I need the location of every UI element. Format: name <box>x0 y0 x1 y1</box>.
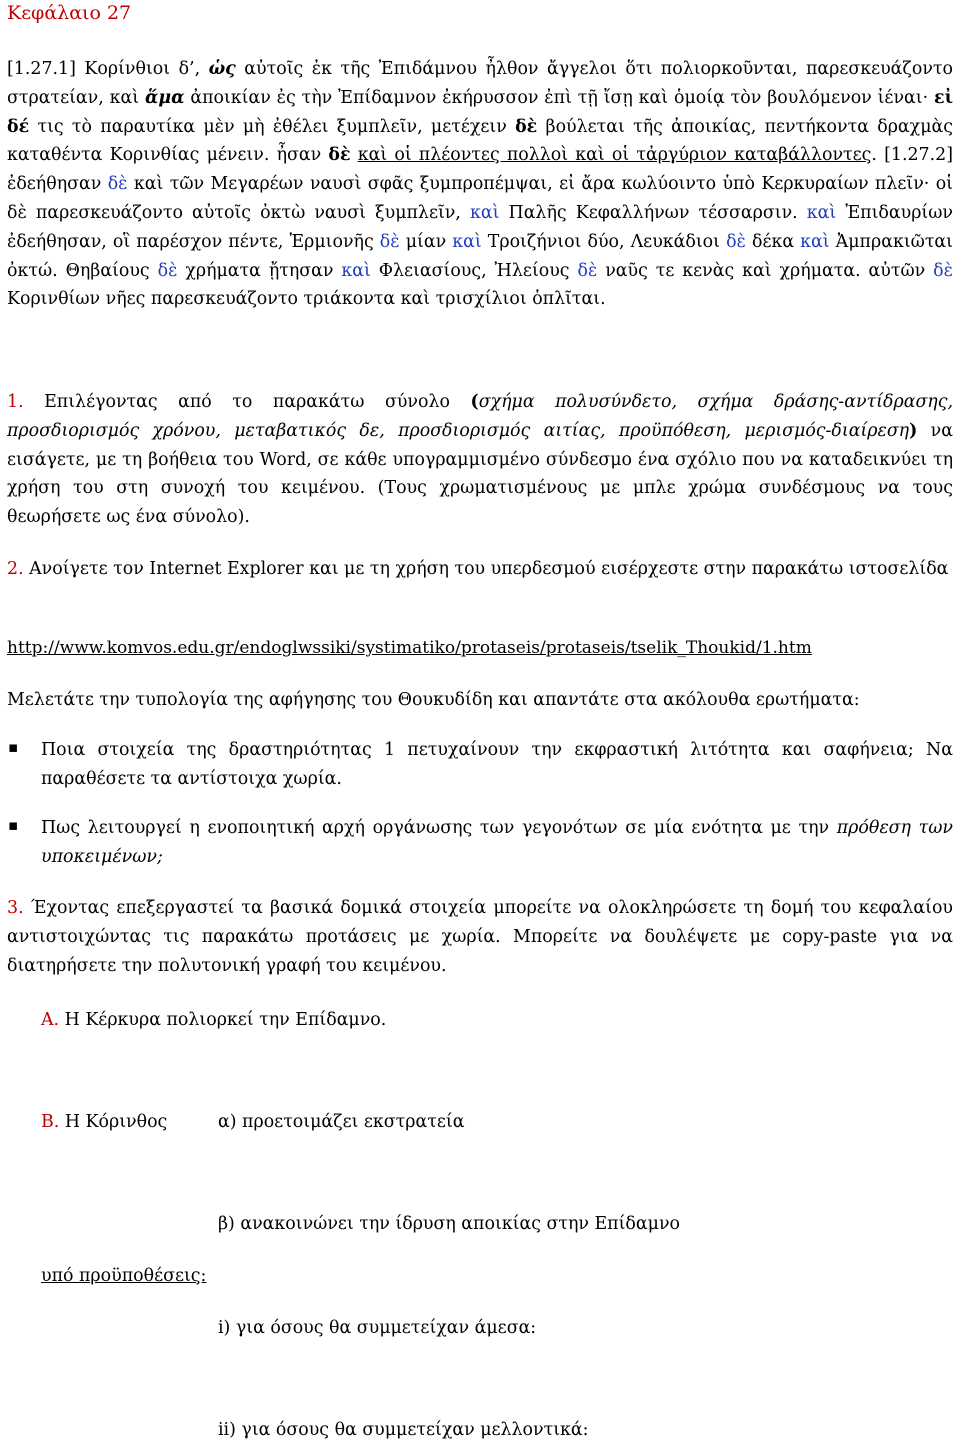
bullet-icon: ▪ <box>8 816 19 834</box>
greek-source-text <box>7 55 953 314</box>
text-span: Ἐπιδαυρίων ἐδεήθησαν, οἳ παρέσχον πέντε, Ἑρμιονῆς <box>7 202 953 252</box>
question-2: 2. Ανοίγετε τον Internet Explorer και με τη χρήση του υπερδεσμού εισέρχεστε στην παρακάτω ιστοσελίδα <box>7 559 949 579</box>
question-3: 3. Έχοντας επεξεργαστεί τα βασικά δομικά στοιχεία μπορείτε να ολοκληρώσετε τη δομή του κεφαλαίου αντιστοιχώντας τις παρακάτω προτάσεις με χωρία. Μπορείτε να δουλέψετε με copy-paste για να διατηρήσετε την πολυτονική γραφή του κειμένου. <box>7 898 953 976</box>
text-span: αὐτοῖς ἐκ τῆς Ἐπιδάμνου ἦλθον ἄγγελοι ὅτι πολιορκοῦνται, παρεσκευάζοντο στρατείαν, καὶ <box>7 59 953 108</box>
blue-conjunction: καὶ <box>806 202 837 223</box>
question-1: 1. Επιλέγοντας από το παρακάτω σύνολο (σχήμα πολυσύνδετο, σχήμα δράσης-αντίδρασης, προσδιορισμός χρόνου, μεταβατικός δε, προσδιορισμός αιτίας, προϋπόθεση, μερισμός-διαίρεση) να εισάγετε, με τη βοήθεια του Word, σε κάθε υπογραμμισμένο σύνδεσμο ένα σχόλιο που να καταδεικνύει τη χρήση του στη συνοχή του κειμένου. (Τους χρωματισμένους με μπλε χρώμα συνδέσμους να τους θεωρήσετε ως ένα σύνολο). <box>7 392 953 528</box>
text-span: δέκα <box>745 231 801 252</box>
underlined-phrase: καὶ οἱ πλέοντες πολλοὶ καὶ οἱ τἀργύριον καταβάλλοντες <box>357 145 872 166</box>
conjunction-hama: ἅμα <box>144 87 185 108</box>
question-number: 2. <box>7 559 24 579</box>
bullet-item-2: Πως λειτουργεί η ενοποιητική αρχή οργάνωσης των γεγονότων σε μία ενότητα με την πρόθεση των υποκειμένων; <box>41 818 954 867</box>
text-span: καὶ τῶν Μεγαρέων ναυσὶ σφᾶς ξυμπροπέμψαι, εἰ ἄρα κωλύοιντο ὑπὸ Κερκυραίων πλεῖν· οἱ δὲ παρεσκευάζοντο αὐτοῖς ὀκτὼ ναυσὶ ξυμπλεῖν, <box>7 174 953 223</box>
website-link[interactable]: http://www.komvos.edu.gr/endoglwssiki/systimatiko/protaseis/protaseis/tselik_Thoukid/1.htm <box>7 638 812 658</box>
blue-conjunction: δὲ <box>577 260 598 281</box>
item-b: Β. Η Κόρινθος <box>41 1112 168 1132</box>
options-list: σχήμα πολυσύνδετο, σχήμα δράσης-αντίδρασης, προσδιορισμός χρόνου, μεταβατικός δε, προσδιορισμός αιτίας, προϋπόθεση, μερισμός-διαίρεση <box>7 392 953 441</box>
conjunction-de: δὲ <box>328 145 351 166</box>
study-instruction: Μελετάτε την τυπολογία της αφήγησης του Θουκυδίδη και απαντάτε στα ακόλουθα ερωτήματα: <box>7 690 860 710</box>
bullet-icon: ▪ <box>8 738 19 756</box>
blue-conjunction: καὶ <box>469 202 500 223</box>
conjunction-ei-de: εἰ δέ <box>7 87 953 137</box>
conjunction-hos: ὡς <box>208 59 236 79</box>
item-i: i) για όσους θα συμμετείχαν άμεσα: <box>218 1318 537 1338</box>
conditions-label: υπό προϋποθέσεις: <box>41 1266 207 1286</box>
blue-conjunction: δὲ <box>157 260 178 281</box>
text-span: Ἀμπρακιῶται ὀκτώ. Θηβαίους <box>7 231 953 281</box>
text-span: Παλῆς Κεφαλλήνων τέσσαρσιν. <box>499 202 807 223</box>
text-span: χρήματα ᾔτησαν <box>177 260 342 281</box>
text-span: τις τὸ παραυτίκα μὲν μὴ ἐθέλει ξυμπλεῖν, μετέχειν <box>29 116 516 137</box>
text-span: ἀποικίαν ἐς τὴν Ἐπίδαμνον ἐκήρυσσον ἐπὶ τῇ ἴσῃ καὶ ὁμοίᾳ τὸν βουλόμενον ἰέναι· <box>184 87 934 108</box>
blue-conjunction: δὲ <box>107 174 128 195</box>
blue-conjunction: δὲ <box>379 231 400 252</box>
text-span: βούλεται τῆς ἀποικίας, πεντήκοντα δραχμὰς καταθέντα Κορινθίας μένειν. ἦσαν <box>7 116 953 166</box>
item-a: Α. Η Κέρκυρα πολιορκεί την Επίδαμνο. <box>41 1010 387 1030</box>
blue-conjunction: καὶ <box>341 260 371 281</box>
blue-conjunction: δὲ <box>933 260 953 281</box>
blue-conjunction: καὶ <box>800 231 830 252</box>
blue-conjunction: καὶ <box>452 231 482 252</box>
text-span: μίαν <box>399 231 453 252</box>
item-ii: ii) για όσους θα συμμετείχαν μελλοντικά: <box>218 1420 589 1440</box>
text-span: Κορινθίων νῆες παρεσκευάζοντο τριάκοντα καὶ τρισχίλιοι ὁπλῖται. <box>7 289 606 310</box>
text-span: . [1.27.2] ἐδεήθησαν <box>7 145 953 195</box>
text-span: Φλειασίους, Ἠλείους <box>370 260 578 281</box>
question-number: 1. <box>7 392 24 412</box>
text-span: Τροιζήνιοι δύο, Λευκάδιοι <box>481 231 727 252</box>
item-beta: β) ανακοινώνει την ίδρυση αποικίας στην Επίδαμνο <box>218 1214 680 1234</box>
chapter-title: Κεφάλαιο 27 <box>7 2 132 24</box>
blue-conjunction: δὲ <box>726 231 746 252</box>
conjunction-de: δὲ <box>515 116 538 137</box>
text-span: ναῦς τε κενὰς καὶ χρήματα. αὐτῶν <box>597 260 934 281</box>
text-span: [1.27.1] Κορίνθιοι δ’, <box>7 59 209 79</box>
item-alpha: α) προετοιμάζει εκστρατεία <box>218 1112 465 1132</box>
question-number: 3. <box>7 898 24 918</box>
bullet-item-1: Ποια στοιχεία της δραστηριότητας 1 πετυχαίνουν την εκφραστική λιτότητα και σαφήνεια; Να παραθέσετε τα αντίστοιχα χωρία. <box>41 740 953 789</box>
